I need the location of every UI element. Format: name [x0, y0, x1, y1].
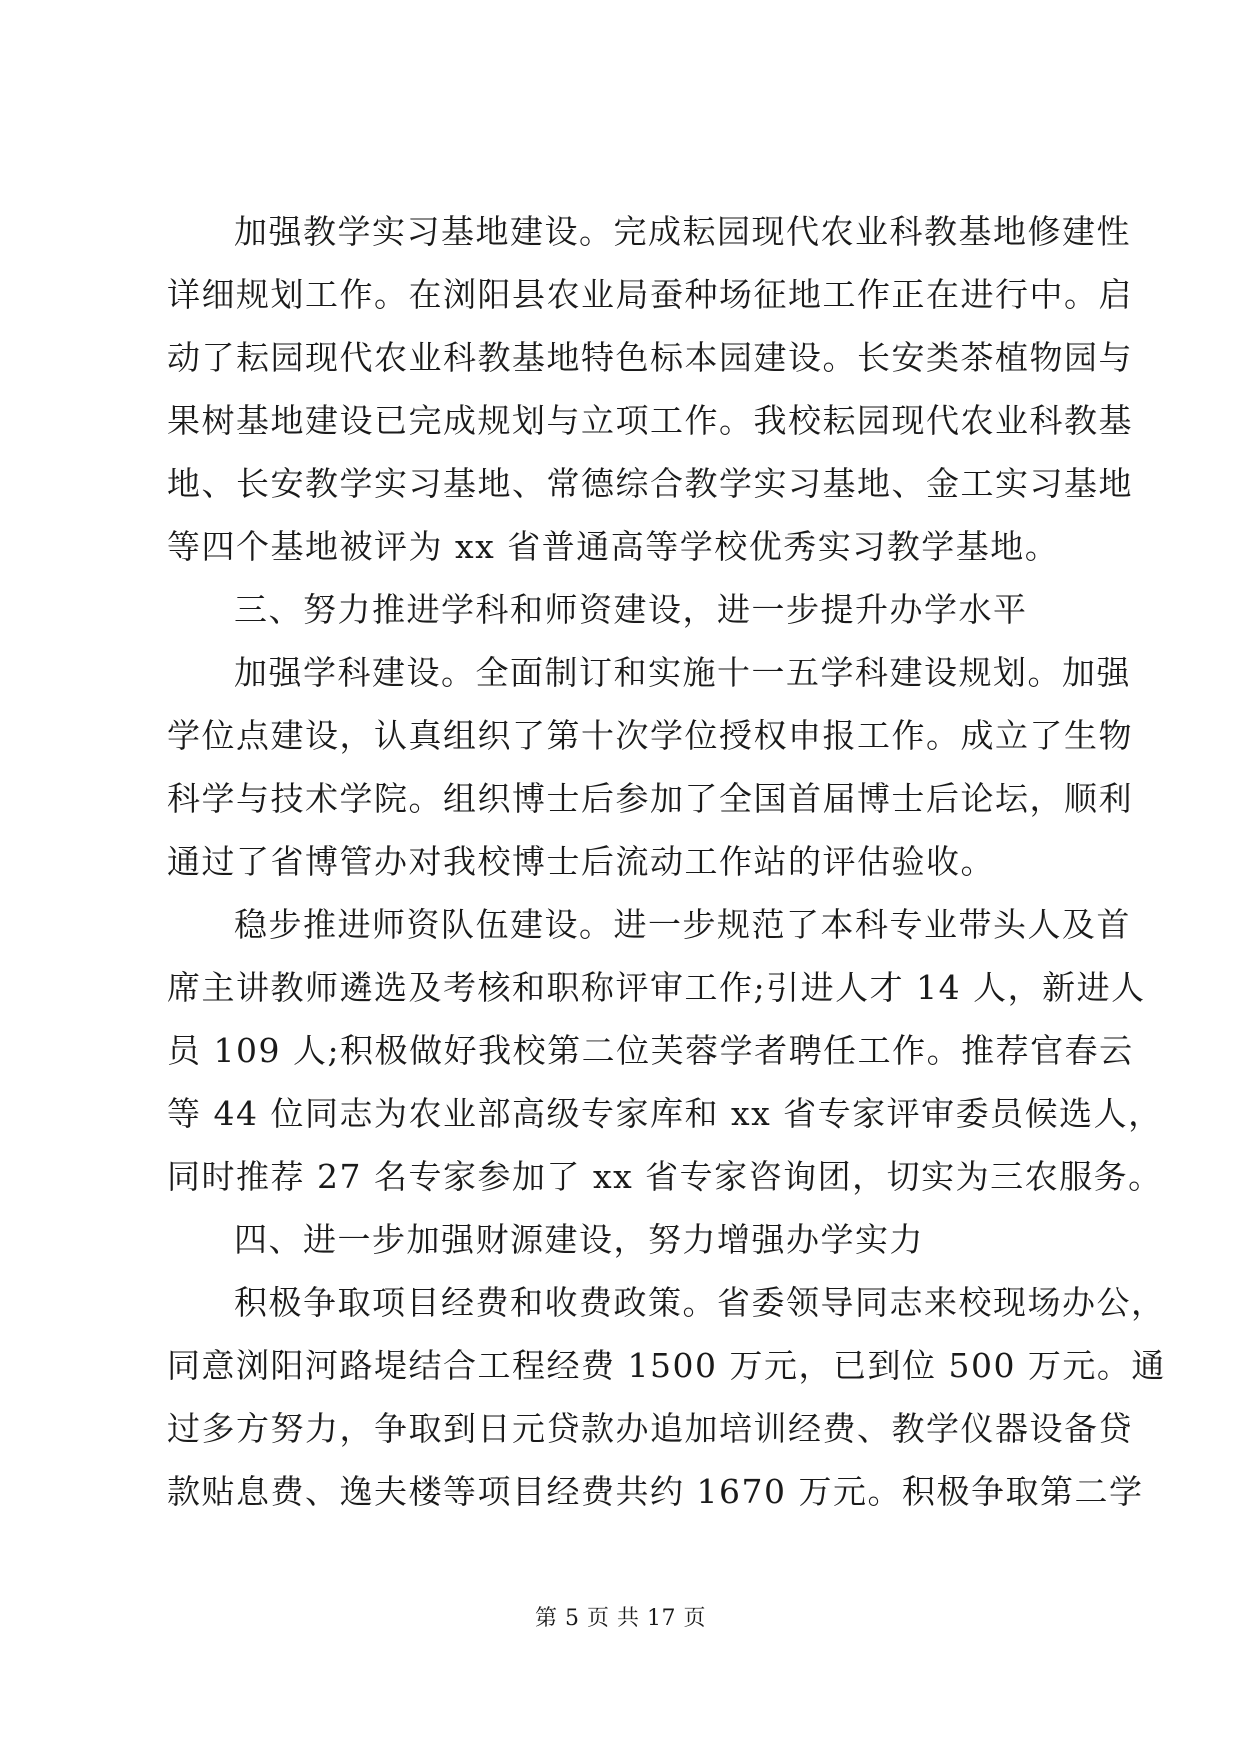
paragraph-line: 积极争取项目经费和收费政策。省委领导同志来校现场办公， — [234, 1283, 1166, 1322]
paragraph-line: 通过了省博管办对我校博士后流动工作站的评估验收。 — [167, 842, 995, 881]
paragraph-line: 席主讲教师遴选及考核和职称评审工作;引进人才 14 人，新进人 — [167, 968, 1146, 1007]
paragraph-line: 过多方努力，争取到日元贷款办追加培训经费、教学仪器设备贷 — [167, 1409, 1133, 1448]
paragraph-line: 果树基地建设已完成规划与立项工作。我校耘园现代农业科教基 — [167, 401, 1133, 440]
page-number-footer: 第 5 页 共 17 页 — [535, 1606, 706, 1631]
paragraph-line: 地、长安教学实习基地、常德综合教学实习基地、金工实习基地 — [167, 464, 1133, 503]
paragraph-line: 等四个基地被评为 xx 省普通高等学校优秀实习教学基地。 — [167, 527, 1060, 566]
paragraph-line: 加强教学实习基地建设。完成耘园现代农业科教基地修建性 — [234, 212, 1131, 251]
paragraph-line: 详细规划工作。在浏阳县农业局蚕种场征地工作正在进行中。启 — [167, 275, 1133, 314]
paragraph-line: 动了耘园现代农业科教基地特色标本园建设。长安类茶植物园与 — [167, 338, 1133, 377]
paragraph-line: 同时推荐 27 名专家参加了 xx 省专家咨询团，切实为三农服务。 — [167, 1157, 1163, 1196]
paragraph-line: 科学与技术学院。组织博士后参加了全国首届博士后论坛，顺利 — [167, 779, 1133, 818]
paragraph-line: 学位点建设，认真组织了第十次学位授权申报工作。成立了生物 — [167, 716, 1133, 755]
section-heading: 三、努力推进学科和师资建设，进一步提升办学水平 — [234, 590, 1028, 629]
section-heading: 四、进一步加强财源建设，努力增强办学实力 — [234, 1220, 924, 1259]
paragraph-line: 稳步推进师资队伍建设。进一步规范了本科专业带头人及首 — [234, 905, 1131, 944]
paragraph-line: 款贴息费、逸夫楼等项目经费共约 1670 万元。积极争取第二学 — [167, 1472, 1144, 1511]
paragraph-line: 等 44 位同志为农业部高级专家库和 xx 省专家评审委员候选人， — [167, 1094, 1163, 1133]
paragraph-line: 员 109 人;积极做好我校第二位芙蓉学者聘任工作。推荐官春云 — [167, 1031, 1134, 1070]
paragraph-line: 加强学科建设。全面制订和实施十一五学科建设规划。加强 — [234, 653, 1131, 692]
paragraph-line: 同意浏阳河路堤结合工程经费 1500 万元，已到位 500 万元。通 — [167, 1346, 1166, 1385]
